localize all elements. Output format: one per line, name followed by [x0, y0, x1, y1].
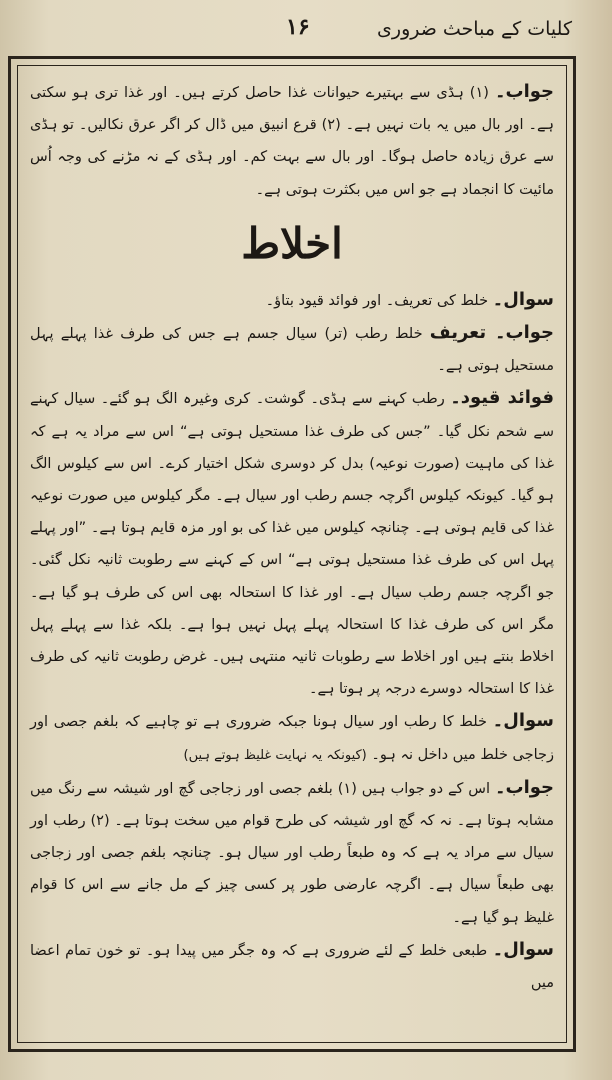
question-label: سوال۔ [492, 288, 554, 310]
qualifier-text: رطب کہنے سے ہڈی۔ گوشت۔ کری وغیرہ الگ ہو گئے۔ سیال کہنے سے شحم نکل گیا۔ ”جس کی طرف غذا مستحیل ہوتی ہے“ اس سے مراد یہ ہے کہ غذا کی ماہیت (صورت نوعیہ) بدل کر دوسری شکل اختیار کرے۔ اس سے کیلوس الگ ہو گیا۔ کیونکہ کیلوس اگرچہ جسم رطب اور سیال ہے۔ مگر کیلوس میں صورت نوعیہ غذا کی قایم ہوتی ہے۔ چنانچہ کیلوس میں غذا کی بو اور مزہ قایم ہوتا ہے۔ ”اور پہلے پہل اس کی طرف غذا مستحیل ہوتی ہے“ اس کے کہنے سے رطوبت ثانیہ نکل گئی۔ جو اگرچہ جسم رطب سیال ہے۔ اور غذا کا استحالہ بھی اس کی طرف ہو گیا ہے۔ مگر اس کی طرف غذا کا استحالہ پہلے پہل نہیں ہوا ہے۔ بلکہ غذا سے پہلے پہل اخلاط بنتے ہیں اور اخلاط سے رطوبات ثانیہ منتہی ہیں۔ غرض رطوبت ثانیہ کی طرف غذا کا استحالہ دوسرے درجہ پر ہوتا ہے۔ [30, 391, 554, 698]
answer-label: جواب۔ [494, 81, 554, 102]
intro-answer [30, 76, 554, 206]
qualifier-label: فوائد قیود۔ [450, 387, 554, 409]
question-consistency [30, 705, 554, 771]
question-natural-humour [30, 934, 554, 999]
question-note: (کیونکہ یہ نہایت غلیظ ہوتے ہیں) [183, 747, 367, 763]
question-text: طبعی خلط کے لئے ضروری ہے کہ وہ جگر میں پیدا ہو۔ تو خون تمام اعضا میں [30, 942, 554, 992]
answer-text: اس کے دو جواب ہیں (۱) بلغم جصی اور زجاجی گچ اور شیشہ سے رنگ میں مشابہ ہوتا ہے۔ نہ کہ گچ اور شیشہ کی طرح قوام میں سخت ہوتا ہے۔ (۲) رطب اور سیال سے مراد یہ ہے کہ وہ طبعاً رطب اور سیال ہو۔ چنانچہ بلغم جصی اور زجاجی بھی طبعاً سیال ہے۔ اگرچہ عارضی طور پر کسی چیز کے مل جانے سے اس کا قوام غلیظ ہو گیا ہے۔ [30, 780, 554, 926]
question-label: سوال۔ [492, 938, 554, 960]
answer-label: جواب۔ [494, 776, 554, 798]
page-number: ۱۶ [286, 14, 310, 40]
answer-consistency [30, 772, 554, 934]
answer-text: (۱) ہڈی سے بہتیرے حیوانات غذا حاصل کرتے ہیں۔ اور غذا تری ہو سکتی ہے۔ اور بال میں یہ بات نہیں ہے۔ (۲) قرع انبیق میں ڈال کر اگر عرق نکالیں۔ تو ہڈی سے عرق زیادہ حاصل ہوگا۔ اور بال سے بہت کم۔ اور ہڈی کے نہ مڑنے کی وجہ اُس مائیت کا انجماد ہے جو اس میں بکثرت ہوتی ہے۔ [30, 85, 554, 198]
page-border-inner [17, 65, 567, 1043]
page-body [30, 76, 554, 1034]
section-heading: اخلاط [241, 218, 343, 268]
page-header [30, 14, 582, 56]
answer-definition [30, 317, 554, 382]
answer-label: جواب۔ تعریف [429, 322, 555, 344]
question-text: خلط کا رطب اور سیال ہونا جبکہ ضروری ہے تو چاہیے کہ بلغم جصی اور زجاجی خلط میں داخل نہ ہو۔ [30, 714, 554, 763]
question-definition [30, 284, 554, 317]
running-title: کلیات کے مباحث ضروری [377, 18, 572, 40]
answer-text: خلط رطب (تر) سیال جسم ہے جس کی طرف غذا پہلے پہل مستحیل ہوتی ہے۔ [30, 326, 554, 375]
qualifier-benefits [30, 382, 554, 705]
page-border [8, 56, 576, 1052]
question-label: سوال۔ [492, 710, 554, 732]
question-text: خلط کی تعریف۔ اور فوائد قیود بتاؤ۔ [265, 292, 489, 309]
